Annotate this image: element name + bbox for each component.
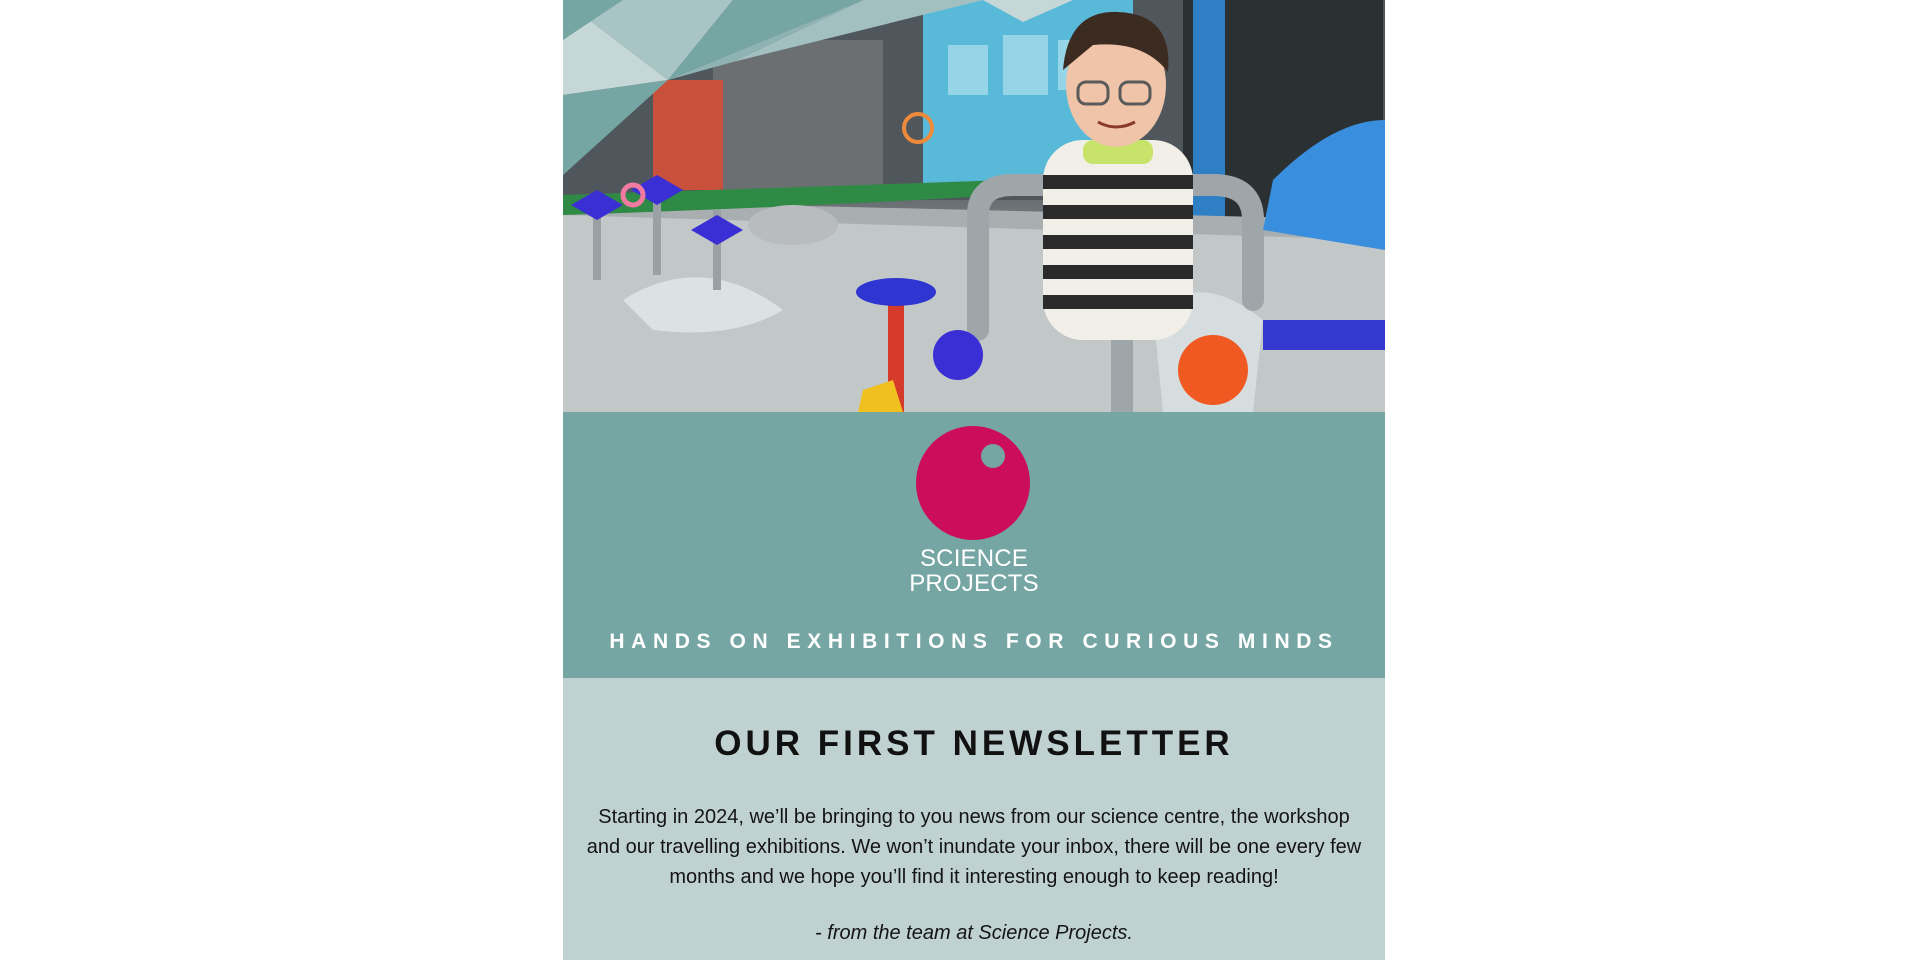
brand-header bbox=[563, 412, 1385, 678]
newsletter-body: Starting in 2024, we’ll be bringing to you news from our science centre, the workshop and our travelling exhibitions. We won’t inundate your inbox, there will be one every few months and we hope you’ll find it interesting enough to keep reading! bbox=[586, 806, 1362, 888]
hero-illustration bbox=[563, 0, 1385, 412]
science-projects-logo bbox=[916, 426, 1030, 540]
logo-highlight-dot bbox=[981, 444, 1005, 468]
newsletter-intro bbox=[563, 678, 1385, 960]
logo-wordmark-line2: PROJECTS bbox=[909, 570, 1039, 597]
newsletter-email bbox=[563, 0, 1385, 960]
logo-wordmark-line1: SCIENCE bbox=[919, 545, 1029, 572]
newsletter-signoff: - from the team at Science Projects. bbox=[815, 922, 1133, 944]
newsletter-heading: OUR FIRST NEWSLETTER bbox=[714, 724, 1234, 763]
tagline: HANDS ON EXHIBITIONS FOR CURIOUS MINDS bbox=[609, 630, 1339, 653]
hero-image bbox=[563, 0, 1385, 412]
